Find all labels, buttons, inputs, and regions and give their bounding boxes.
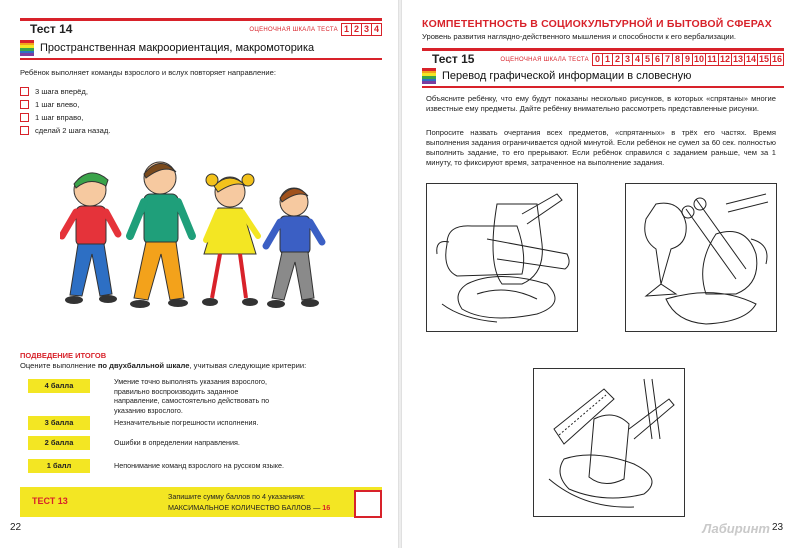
test-14-subtitle-bar (20, 40, 382, 56)
divider (20, 58, 382, 60)
scale-number: 3 (361, 23, 372, 36)
scale-number: 14 (745, 54, 756, 64)
test-15-subtitle-bar (422, 68, 784, 84)
scale-label: ОЦЕНОЧНАЯ ШКАЛА ТЕСТА (249, 26, 338, 33)
child-figure (202, 174, 258, 306)
hidden-objects-picture-2 (625, 183, 777, 332)
max-score: МАКСИМАЛЬНОЕ КОЛИЧЕСТВО БАЛЛОВ — 16 (168, 503, 331, 512)
scale-number: 2 (351, 23, 362, 36)
scale-number: 4 (371, 23, 382, 36)
scale-number: 1 (341, 23, 352, 36)
test-15-label: Тест 15 (432, 52, 475, 66)
list-item: 1 шаг вправо, (20, 113, 83, 122)
instruction: Ребёнок выполняет команды взрослого и вслух повторяет направление: (20, 68, 276, 77)
page-number: 22 (10, 522, 22, 533)
score-badge: 3 балла (28, 416, 90, 430)
checkbox[interactable] (20, 113, 29, 122)
scale-number: 10 (693, 54, 704, 64)
test-14-header (20, 18, 382, 37)
hidden-objects-picture-1 (426, 183, 578, 332)
sum-instruction: Запишите сумму баллов по 4 указаниям: (168, 492, 305, 501)
page-number: 23 (772, 522, 784, 533)
score-entry-box[interactable] (354, 490, 382, 518)
color-stripe (20, 40, 34, 56)
test-15-header (422, 48, 784, 67)
scale-number: 0 (592, 53, 603, 66)
scale-number: 3 (622, 53, 633, 66)
summary-intro: Оцените выполнение по двухбалльной шкале, учитывая следующие критерии: (20, 361, 307, 370)
criterion-text: Умение точно выполнять указания взрослого, правильно воспроизводить заданное направление, самостоятельно действовать по указанию взрослого. (114, 377, 270, 415)
list-item: сделай 2 шага назад. (20, 126, 110, 135)
scale-number: 2 (612, 53, 623, 66)
scale-number: 15 (758, 54, 769, 64)
scale-number: 11 (705, 53, 719, 66)
color-stripe (422, 68, 436, 84)
section-title: КОМПЕТЕНТНОСТЬ В СОЦИОКУЛЬТУРНОЙ И БЫТОВОЙ СФЕРАХ (422, 18, 773, 30)
score-badge: 4 балла (28, 379, 90, 393)
scale-number: 8 (672, 53, 683, 66)
checkbox[interactable] (20, 87, 29, 96)
test-14-label: Тест 14 (30, 22, 73, 36)
scale-number: 6 (652, 53, 663, 66)
scale-label: ОЦЕНОЧНАЯ ШКАЛА ТЕСТА (500, 56, 589, 63)
scale-number: 16 (771, 54, 782, 64)
bottom-test-label: ТЕСТ 13 (32, 496, 68, 506)
score-scale (500, 53, 784, 66)
scale-number: 4 (632, 53, 643, 66)
test-15-subtitle: Перевод графической информации в словесную (442, 70, 692, 82)
walking-children-illustration (60, 150, 330, 315)
checkbox[interactable] (20, 100, 29, 109)
scale-number: 12 (719, 54, 730, 64)
publisher-watermark: Лабиринт (702, 521, 770, 536)
score-summary-bar (20, 487, 382, 517)
left-page (0, 0, 398, 548)
criterion-text: Незначительные погрешности исполнения. (114, 418, 259, 427)
right-page (402, 0, 800, 548)
child-figure (130, 162, 192, 308)
score-badge: 2 балла (28, 436, 90, 450)
scale-number: 13 (732, 54, 743, 64)
summary-title: ПОДВЕДЕНИЕ ИТОГОВ (20, 351, 107, 360)
scale-number: 5 (642, 53, 653, 66)
scale-number: 9 (682, 53, 693, 66)
test-14-subtitle: Пространственная макроориентация, макромоторика (40, 42, 315, 54)
list-item: 3 шага вперёд, (20, 87, 88, 96)
scale-number: 1 (602, 53, 613, 66)
criterion-text: Ошибки в определении направления. (114, 438, 240, 447)
divider (422, 86, 784, 88)
hidden-objects-picture-3 (533, 368, 685, 517)
paragraph-2: Попросите назвать очертания всех предметов, «спрятанных» в трёх его частях. Время выполнения задания ограничивается одной минутой. Если ребёнок не сумел за 60 сек. полностью выполнить задание, то его прерывают. Если ребёнок справился с заданием раньше, чем за 1 минуту, то фиксируют время, затраченное на выполнение задания. (426, 128, 776, 167)
level-description: Уровень развития наглядно-действенного мышления и способности к его вербализации. (422, 32, 737, 41)
list-item: 1 шаг влево, (20, 100, 79, 109)
criterion-text: Непонимание команд взрослого на русском языке. (114, 461, 284, 470)
score-scale (249, 23, 382, 36)
score-badge: 1 балл (28, 459, 90, 473)
paragraph-1: Объясните ребёнку, что ему будут показаны несколько рисунков, в которых «спрятаны» многие известные ему предметы. Дайте ребёнку внимательно рассмотреть представленные рисунки. (426, 94, 776, 113)
child-figure (62, 173, 118, 304)
checkbox[interactable] (20, 126, 29, 135)
child-figure (266, 188, 322, 308)
scale-number: 7 (662, 53, 673, 66)
